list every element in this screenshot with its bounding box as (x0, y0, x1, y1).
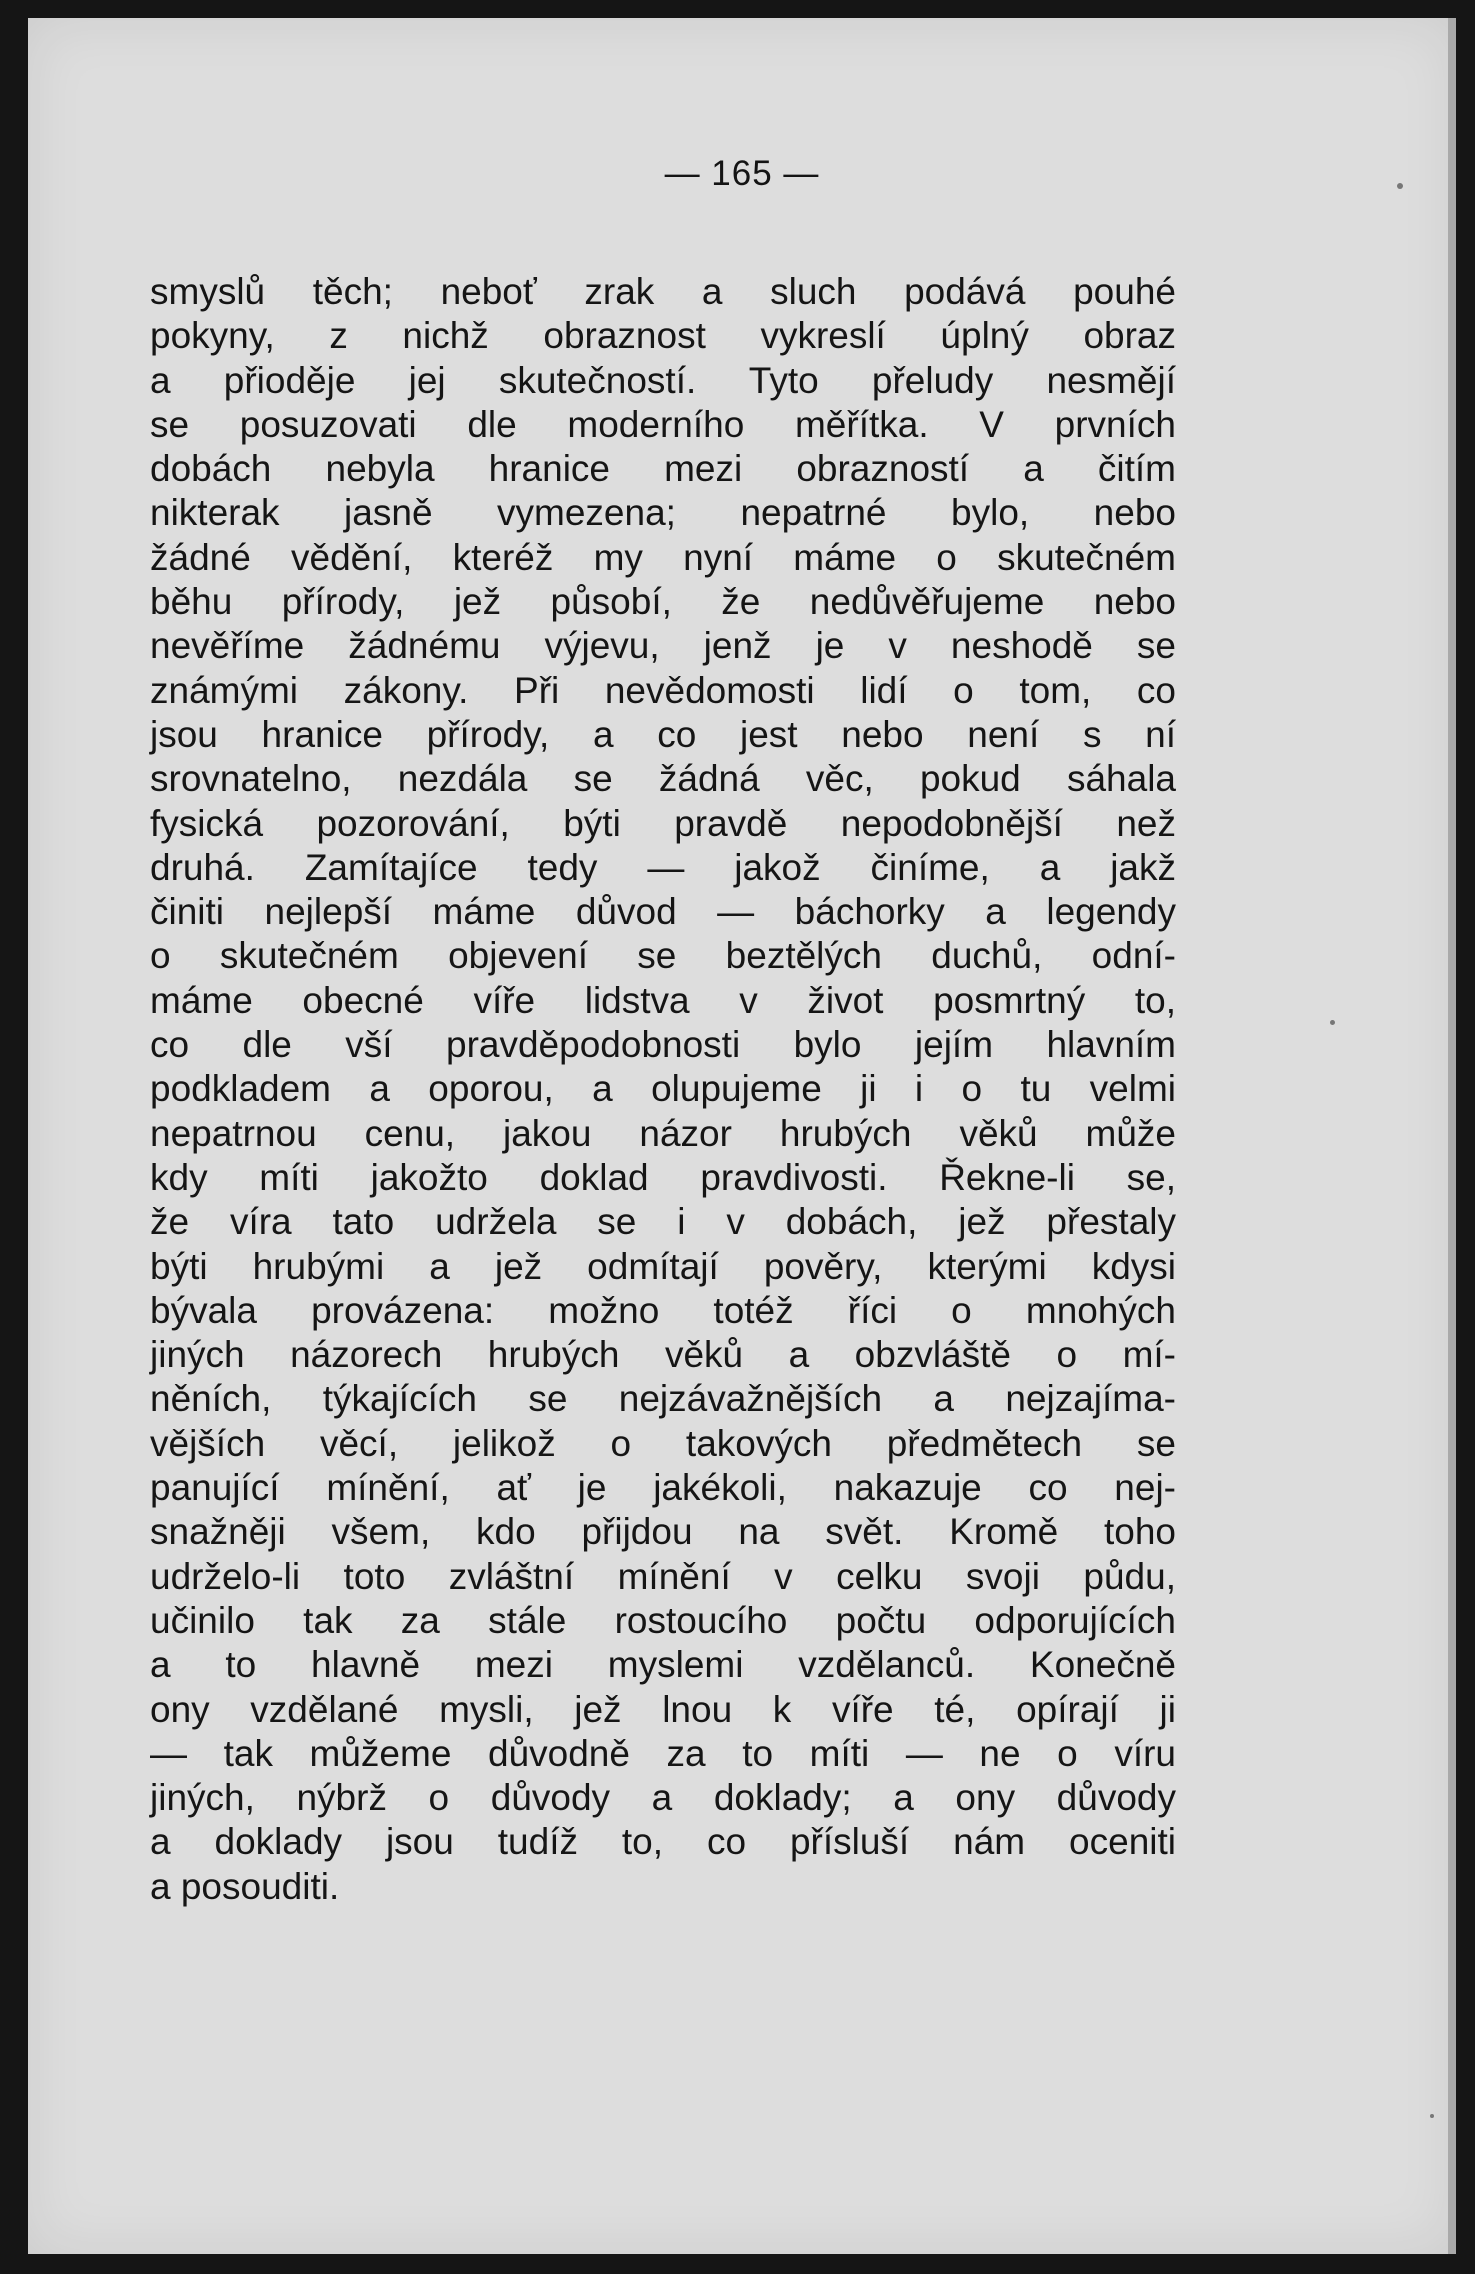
text-line: nepatrnou cenu, jakou názor hrubých věků může (150, 1112, 1176, 1154)
scan-speck (1397, 183, 1403, 189)
text-line: vějších věcí, jelikož o takových předmětech se (150, 1422, 1176, 1464)
text-line: snažněji všem, kdo přijdou na svět. Kromě toho (150, 1511, 1176, 1553)
page-number: — 165 — (664, 154, 820, 193)
text-line: se posuzovati dle moderního měřítka. V prvních (150, 403, 1176, 445)
text-line: jiných názorech hrubých věků a obzvláště o mí- (150, 1334, 1176, 1376)
text-line: udrželo-li toto zvláštní mínění v celku svoji půdu, (150, 1555, 1176, 1597)
text-line: dobách nebyla hranice mezi obrazností a čitím (150, 448, 1176, 490)
text-line: učinilo tak za stále rostoucího počtu odporujících (150, 1599, 1176, 1641)
text-line: jiných, nýbrž o důvody a doklady; a ony důvody (150, 1777, 1176, 1819)
text-line: činiti nejlepší máme důvod — báchorky a legendy (150, 891, 1176, 933)
scan-speck (1330, 1020, 1335, 1025)
text-line: nikterak jasně vymezena; nepatrné bylo, nebo (150, 492, 1176, 534)
text-line: nevěříme žádnému výjevu, jenž je v neshodě se (150, 625, 1176, 667)
text-line: známými zákony. Při nevědomosti lidí o tom, co (150, 669, 1176, 711)
text-line: kdy míti jakožto doklad pravdivosti. Řekne-li se, (150, 1156, 1176, 1198)
text-line: jsou hranice přírody, a co jest nebo není s ní (150, 713, 1176, 755)
text-line: o skutečném objevení se beztělých duchů, odní- (150, 935, 1176, 977)
text-line: něních, týkajících se nejzávažnějších a nejzajíma- (150, 1378, 1176, 1420)
page-edge-shadow (1448, 18, 1456, 2254)
text-line: býti hrubými a jež odmítají pověry, kterými kdysi (150, 1245, 1176, 1287)
text-line: podkladem a oporou, a olupujeme ji i o tu velmi (150, 1068, 1176, 1110)
text-line: a to hlavně mezi myslemi vzdělanců. Konečně (150, 1644, 1176, 1686)
text-line: pokyny, z nichž obraznost vykreslí úplný obraz (150, 315, 1176, 357)
text-line: ony vzdělané mysli, jež lnou k víře té, opírají ji (150, 1688, 1176, 1730)
text-line: druhá. Zamítajíce tedy — jakož činíme, a jakž (150, 846, 1176, 888)
book-page (28, 18, 1456, 2254)
text-line: máme obecné víře lidstva v život posmrtný to, (150, 979, 1176, 1021)
text-line: srovnatelno, nezdála se žádná věc, pokud sáhala (150, 758, 1176, 800)
body-text (150, 270, 1176, 1909)
text-line: fysická pozorování, býti pravdě nepodobnější než (150, 802, 1176, 844)
text-line: smyslů těch; neboť zrak a sluch podává pouhé (150, 271, 1176, 312)
text-line: — tak můžeme důvodně za to míti — ne o víru (150, 1732, 1176, 1774)
text-line: panující mínění, ať je jakékoli, nakazuje co nej- (150, 1467, 1176, 1509)
text-line: a posouditi. (150, 1865, 340, 1907)
text-line: a doklady jsou tudíž to, co přísluší nám oceniti (150, 1821, 1176, 1863)
scan-speck (1430, 2114, 1434, 2118)
text-line: co dle vší pravděpodobnosti bylo jejím hlavním (150, 1024, 1176, 1066)
text-line: žádné vědění, kteréž my nyní máme o skutečném (150, 536, 1176, 578)
text-line: běhu přírody, jež působí, že nedůvěřujeme nebo (150, 581, 1176, 623)
text-line: a přioděje jej skutečností. Tyto přeludy nesmějí (150, 359, 1176, 401)
text-line: že víra tato udržela se i v dobách, jež přestaly (150, 1201, 1176, 1243)
text-line: bývala provázena: možno totéž říci o mnohých (150, 1289, 1176, 1331)
